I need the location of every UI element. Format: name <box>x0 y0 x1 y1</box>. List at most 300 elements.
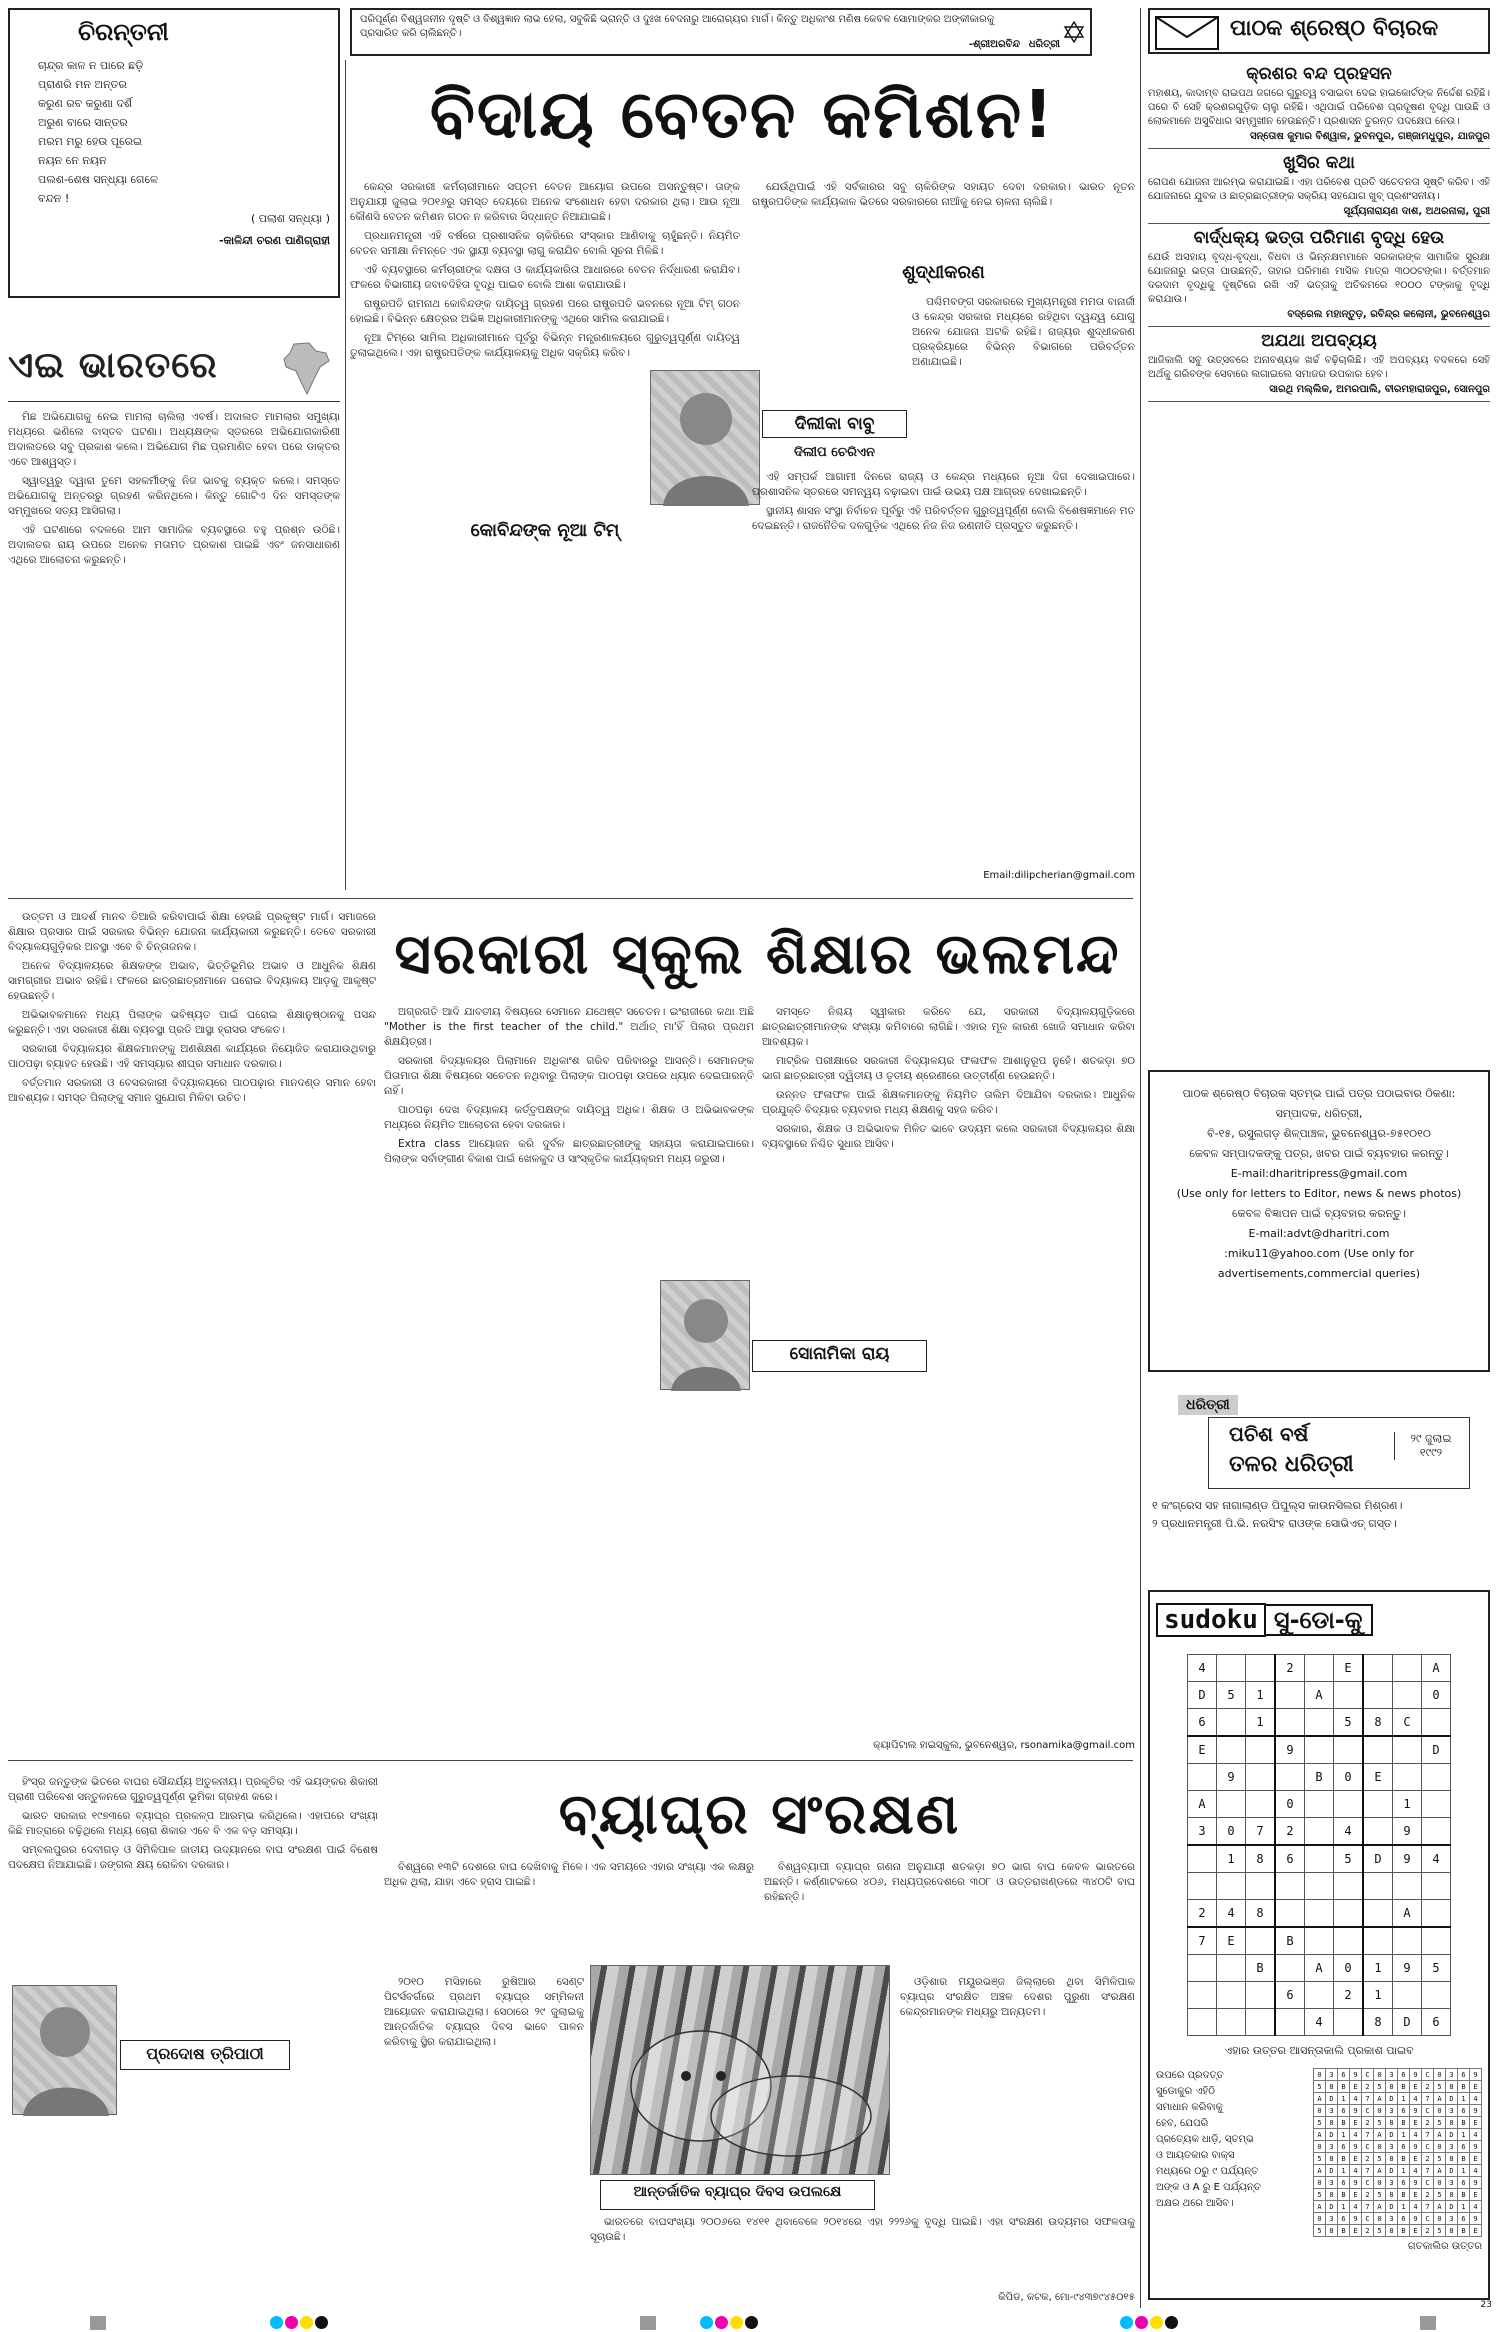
article-three-col-bottom <box>590 2215 1135 2285</box>
sudoku-cell[interactable]: 5 <box>1217 1682 1246 1709</box>
answer-cell: 4 <box>1410 2201 1422 2213</box>
sudoku-cell[interactable]: 2 <box>1275 1655 1305 1682</box>
sudoku-cell[interactable] <box>1334 1873 1364 1900</box>
answer-cell: 3 <box>1386 2177 1398 2189</box>
sudoku-cell[interactable]: 8 <box>1363 2009 1393 2036</box>
letter-body: ଯେଉଁ ଅସହାୟ ବୃଦ୍ଧ-ବୃଦ୍ଧା, ବିଧବା ଓ ଭିନ୍ନକ୍ଷମମାନେ ସରକାରଙ୍କ ସାମାଜିକ ସୁରକ୍ଷା ଯୋଜନାରୁ ଭତ୍ତା ପାଉଛନ୍ତି, ତାହାର ପରିମାଣ ମାସିକ ମାତ୍ର ୩୦୦ଟଙ୍କା। ବର୍ତ୍ତମାନ ଦରଦାମ ବୃଦ୍ଧିକୁ ଦୃଷ୍ଟିରେ ରଖି ଏହି ଭତ୍ତାକୁ ଅତିକମରେ ୧୦୦୦ ଟଙ୍କାକୁ ବୃଦ୍ଧି କରାଯାଉ। <box>1148 252 1490 305</box>
answer-cell: B <box>1458 2117 1470 2129</box>
sudoku-cell[interactable]: 1 <box>1217 1845 1246 1873</box>
sudoku-cell[interactable]: A <box>1393 1900 1422 1928</box>
sudoku-clue-line: ଉପରେ ପ୍ରଦତ୍ତ <box>1156 2070 1224 2081</box>
sudoku-cell[interactable] <box>1422 1927 1451 1955</box>
contact-lines <box>1160 1084 1478 1284</box>
answer-cell: 0 <box>1374 2105 1386 2117</box>
sudoku-cell[interactable] <box>1246 1927 1276 1955</box>
sudoku-cell[interactable] <box>1188 1873 1217 1900</box>
sudoku-cell[interactable] <box>1246 2009 1276 2036</box>
sudoku-cell[interactable]: 5 <box>1334 1709 1364 1737</box>
answer-cell: 1 <box>1458 2165 1470 2177</box>
sudoku-cell[interactable]: 9 <box>1275 1736 1305 1764</box>
answer-cell: 2 <box>1422 2117 1434 2129</box>
sudoku-cell[interactable] <box>1275 1682 1305 1709</box>
answer-cell: E <box>1350 2081 1362 2093</box>
answer-cell: 1 <box>1398 2129 1410 2141</box>
poem-line: ଅରୁଣ ବାରେ ସାନ୍ତର <box>38 116 128 129</box>
sudoku-cell[interactable]: A <box>1422 1655 1451 1682</box>
sudoku-clue-line: ହେବ, ଯେପରି <box>1156 2118 1209 2129</box>
sudoku-cell[interactable] <box>1334 1682 1364 1709</box>
answer-cell: D <box>1446 2093 1458 2105</box>
answer-cell: 1 <box>1398 2093 1410 2105</box>
quote-text: ପରିପୂର୍ଣ୍ଣ ବିଶ୍ୱଜନୀନ ଦୃଷ୍ଟି ଓ ବିଶ୍ୱଜ୍ଞାନ ଲାଭ ହେଲା, ସବୁକିଛି ଭ୍ରାନ୍ତି ଓ ଦୁଃଖ ବେଦନାରୁ ଆରୋଗ୍ୟର ମାର୍ଗ। କିନ୍ତୁ ଅଧିକାଂଶ ମଣିଷ କେବଳ ସୋମାଙ୍କର ଅଙ୍କୀକାରକୁ ପ୍ରସାରିତ କରି ଚାଲିଛନ୍ତି। <box>360 14 995 39</box>
sudoku-cell[interactable] <box>1363 1873 1393 1900</box>
answer-cell: 2 <box>1422 2153 1434 2165</box>
page-number: 23 <box>1480 2300 1492 2310</box>
answer-cell: C <box>1422 2141 1434 2153</box>
sudoku-cell[interactable]: 2 <box>1188 1900 1217 1928</box>
sudoku-cell[interactable] <box>1217 1955 1246 1982</box>
article-two-paragraph: ସରକାର, ଶିକ୍ଷକ ଓ ଅଭିଭାବକ ମିଳିତ ଭାବେ ଉଦ୍ୟମ କଲେ ସରକାରୀ ବିଦ୍ୟାଳୟର ଶିକ୍ଷା ବ୍ୟବସ୍ଥାରେ ନିଶ୍ଚିତ ସୁଧାର ଆସିବ। <box>762 1123 1135 1150</box>
sudoku-cell[interactable] <box>1363 1927 1393 1955</box>
sudoku-cell[interactable] <box>1393 1982 1422 2009</box>
sudoku-cell[interactable]: 1 <box>1246 1709 1276 1737</box>
sudoku-cell[interactable] <box>1422 1818 1451 1846</box>
answer-cell: 2 <box>1362 2153 1374 2165</box>
sudoku-cell[interactable] <box>1217 2009 1246 2036</box>
letter-title: କ୍ରଶର ବନ୍ଦ ପ୍ରହସନ <box>1246 64 1392 84</box>
sudoku-cell[interactable] <box>1422 1873 1451 1900</box>
sudoku-cell[interactable] <box>1305 1927 1334 1955</box>
sudoku-cell[interactable]: 6 <box>1275 1845 1305 1873</box>
sudoku-cell[interactable]: A <box>1305 1955 1334 1982</box>
article-two-paragraph: ଅଗ୍ରଗତି ଆଦି ଯାବତୀୟ ବିଷୟରେ ସେମାନେ ଯଥେଷ୍ଟ ସଚେତନ। ଇଂରାଜୀରେ କଥା ଅଛି "Mother is the first teacher of the child." ଅର୍ଥାତ୍ ମା'ହିଁ ପିଲାର ପ୍ରଥମ ଶିକ୍ଷୟିତ୍ରୀ। <box>384 1006 754 1048</box>
sudoku-cell[interactable]: D <box>1393 2009 1422 2036</box>
sudoku-cell[interactable]: 6 <box>1422 2009 1451 2036</box>
answer-cell: A <box>1374 2129 1386 2141</box>
answer-cell: 4 <box>1350 2093 1362 2105</box>
sudoku-cell[interactable] <box>1246 1791 1276 1818</box>
letter-title: ଖୁସିର କଥା <box>1283 153 1355 173</box>
author-label-sonamika: ସୋନାମିକା ରାୟ <box>752 1340 927 1372</box>
answer-cell: A <box>1434 2165 1446 2177</box>
author-label-pradosh: ପ୍ରଦୋଷ ତ୍ରିପାଠୀ <box>120 2040 290 2070</box>
sudoku-cell[interactable]: B <box>1275 1927 1305 1955</box>
sudoku-cell[interactable]: 4 <box>1217 1900 1246 1928</box>
sudoku-cell[interactable]: 9 <box>1393 1818 1422 1846</box>
answer-cell: C <box>1362 2213 1374 2225</box>
sudoku-cell[interactable]: 2 <box>1334 1982 1364 2009</box>
sudoku-cell[interactable] <box>1305 1982 1334 2009</box>
contact-line: (Use only for letters to Editor, news & news photos) <box>1176 1187 1462 1200</box>
india-map-icon <box>274 339 334 399</box>
contact-line: କେବଳ ସମ୍ପାଦକଙ୍କୁ ପତ୍ର, ଖବର ପାଇଁ ବ୍ୟବହାର କରନ୍ତୁ। <box>1189 1147 1449 1160</box>
sudoku-cell[interactable]: D <box>1422 1736 1451 1764</box>
article-one-subhead-2: ଶୁଦ୍ଧୀକରଣ <box>902 262 985 283</box>
sudoku-cell[interactable] <box>1305 1845 1334 1873</box>
answer-cell: 7 <box>1362 2201 1374 2213</box>
article-one-title: ବିଦାୟ ବେତନ କମିଶନ! <box>429 76 1056 153</box>
sudoku-cell[interactable] <box>1334 1927 1364 1955</box>
answer-cell: 7 <box>1422 2201 1434 2213</box>
person-icon <box>651 371 761 506</box>
sudoku-cell[interactable]: D <box>1188 1682 1217 1709</box>
answer-cell: 5 <box>1314 2225 1326 2237</box>
sudoku-cell[interactable] <box>1393 1873 1422 1900</box>
letters-header-text: ପାଠକ ଶ୍ରେଷ୍ଠ ବିଚାରକ <box>1230 16 1439 41</box>
sudoku-cell[interactable] <box>1363 1682 1393 1709</box>
contact-line: ସମ୍ପାଦକ, ଧରିତ୍ରୀ, <box>1275 1107 1363 1120</box>
article-one-paragraph: ଯେଉଁଥିପାଇଁ ଏହି ସର୍ବକାରର ସବୁ ଚାକିରିଙ୍କ ସହାୟତ ଦେବା ଦରକାର। ଭାରତ ନୂତନ ରାଷ୍ଟ୍ରପତିଙ୍କ କାର୍ଯ୍ୟକାଳ ଭିତରେ ସରକାରରେ ନାଆଁକୁ ନେଇ ଚାଳନା ଚାଲିଛି। <box>752 181 1135 208</box>
sudoku-cell[interactable] <box>1275 1873 1305 1900</box>
sudoku-cell[interactable] <box>1305 1900 1334 1928</box>
sudoku-cell[interactable] <box>1393 1682 1422 1709</box>
sudoku-cell[interactable]: 0 <box>1334 1764 1364 1791</box>
sudoku-cell[interactable] <box>1188 1845 1217 1873</box>
sudoku-cell[interactable] <box>1422 1764 1451 1791</box>
answer-cell: 2 <box>1422 2225 1434 2237</box>
author-photo-dilip <box>650 370 760 505</box>
sudoku-cell[interactable] <box>1363 1818 1393 1846</box>
sudoku-cell[interactable]: A <box>1305 1682 1334 1709</box>
sudoku-cell[interactable] <box>1393 1764 1422 1791</box>
article-one-col2 <box>752 180 1135 260</box>
sudoku-cell[interactable] <box>1188 1764 1217 1791</box>
article-two-paragraph: ସମସ୍ତେ ନିଶ୍ଚୟ ସ୍ୱୀକାର କରିବେ ଯେ, ସରକାରୀ ବିଦ୍ୟାଳୟଗୁଡ଼ିକରେ ଛାତ୍ରଛାତ୍ରୀମାନଙ୍କ ସଂଖ୍ୟା କମିବାରେ ଲାଗିଛି। ଏହାର ମୂଳ କାରଣ ଖୋଜି ସମାଧାନ କରିବା ଆବଶ୍ୟକ। <box>762 1006 1135 1048</box>
answer-cell: 8 <box>1326 2189 1338 2201</box>
sudoku-cell[interactable] <box>1363 1736 1393 1764</box>
feature-paragraph: ସ୍ୱାତ୍ୱରୁ ଦ୍ୱାରା ତୁମେ ସହକର୍ମୀଙ୍କୁ ନିଜ ଭାବକୁ ବ୍ୟକ୍ତ କଲେ। ସମସ୍ତେ ଅଭିଯୋଗକୁ ଅନ୍ତରରୁ ଗ୍ରହଣ କରିନଥିଲେ। କିନ୍ତୁ ଗୋଟିଏ ଦିନ ସମସ୍ତଙ୍କ ସମ୍ମୁଖରେ ସତ୍ୟ ଆସିଗଲା। <box>8 475 340 517</box>
answer-cell: 9 <box>1470 2213 1482 2225</box>
answer-cell: 1 <box>1398 2201 1410 2213</box>
article-one-paragraph: ରାଷ୍ଟ୍ରପତି ରାମନାଥ କୋବିନ୍ଦଙ୍କ ଦାୟିତ୍ୱ ଗ୍ରହଣ ପରେ ରାଷ୍ଟ୍ରପତି ଭବନରେ ନୂଆ ଟିମ୍ ଗଠନ ହୋଇଛି। ବିଭିନ୍ନ କ୍ଷେତ୍ରର ଅଭିଜ୍ଞ ଅଧିକାରୀମାନଙ୍କୁ ଏଥିରେ ସାମିଲ କରାଯାଇଛି। <box>350 298 740 325</box>
tiger-icon <box>591 1966 891 2176</box>
answer-cell: B <box>1338 2153 1350 2165</box>
answer-cell: 6 <box>1398 2141 1410 2153</box>
answer-cell: 6 <box>1458 2213 1470 2225</box>
answer-cell: E <box>1470 2117 1482 2129</box>
sudoku-cell[interactable]: 8 <box>1246 1845 1276 1873</box>
answer-cell: B <box>1398 2117 1410 2129</box>
answer-cell: B <box>1398 2225 1410 2237</box>
sudoku-cell[interactable] <box>1393 1736 1422 1764</box>
tiger-photo <box>590 1965 890 2175</box>
sudoku-cell[interactable]: 0 <box>1422 1682 1451 1709</box>
answer-cell: 8 <box>1446 2081 1458 2093</box>
sudoku-cell[interactable]: E <box>1188 1736 1217 1764</box>
answer-cell: 2 <box>1362 2189 1374 2201</box>
answer-cell: 9 <box>1470 2177 1482 2189</box>
article-two-paragraph: Extra class ଆୟୋଜନ କରି ଦୁର୍ବଳ ଛାତ୍ରଛାତ୍ରୀଙ୍କୁ ସହାୟତା କରାଯାଇପାରେ। ପିଲାଙ୍କ ସର୍ବାଙ୍ଗୀଣ ବିକାଶ ପାଇଁ ଖେଳକୁଦ ଓ ସାଂସ୍କୃତିକ କାର୍ଯ୍ୟକ୍ରମ ମଧ୍ୟ ଜରୁରୀ। <box>384 1138 754 1165</box>
contact-line: ବି-୧୫, ରସୁଲଗଡ଼ ଶିଳ୍ପାଞ୍ଚଳ, ଭୁବନେଶ୍ୱର-୭୫୧୦୧୦ <box>1207 1127 1431 1140</box>
sudoku-cell[interactable] <box>1275 1709 1305 1737</box>
answer-cell: 8 <box>1386 2117 1398 2129</box>
answer-cell: 0 <box>1434 2213 1446 2225</box>
poem-box <box>8 8 340 298</box>
history-title-1: ପଚିଶ ବର୍ଷ <box>1229 1422 1309 1446</box>
article-two-paragraph: ସରକାରୀ ବିଦ୍ୟାଳୟର ଶିକ୍ଷକମାନଙ୍କୁ ଅଣଶିକ୍ଷଣ କାର୍ଯ୍ୟରେ ନିୟୋଜିତ କରାଯାଉଥିବାରୁ ପାଠପଢ଼ା ବ୍ୟାହତ ହେଉଛି। ଏହି ସମସ୍ୟାର ଶୀଘ୍ର ସମାଧାନ ଦରକାର। <box>8 1043 376 1070</box>
sudoku-cell[interactable] <box>1246 1764 1276 1791</box>
answer-cell: 6 <box>1338 2213 1350 2225</box>
answer-cell: E <box>1470 2225 1482 2237</box>
answer-cell: 6 <box>1398 2213 1410 2225</box>
sudoku-cell[interactable] <box>1305 1736 1334 1764</box>
answer-cell: 3 <box>1326 2105 1338 2117</box>
sudoku-cell[interactable] <box>1305 1709 1334 1737</box>
sudoku-clue-line: ଅଙ୍କ ଓ A ରୁ E ପର୍ଯ୍ୟନ୍ତ <box>1156 2182 1261 2193</box>
sudoku-cell[interactable] <box>1334 2009 1364 2036</box>
article-one-paragraph: ଏହି ବ୍ୟବସ୍ଥାରେ କର୍ମଚାରୀଙ୍କ ଦକ୍ଷତା ଓ କାର୍ଯ୍ୟକାରିତା ଆଧାରରେ ବେତନ ନିର୍ଦ୍ଧାରଣ କରାଯିବ। ଫଳରେ ବିଭାଗୀୟ ଜବାବଦିହିତା ବୃଦ୍ଧି ପାଇବ ବୋଲି ଆଶା କରାଯାଉଛି। <box>350 264 740 291</box>
sudoku-cell[interactable]: 3 <box>1188 1818 1217 1846</box>
sudoku-cell[interactable] <box>1188 1982 1217 2009</box>
sudoku-cell[interactable]: 6 <box>1188 1709 1217 1737</box>
sudoku-cell[interactable]: 9 <box>1217 1764 1246 1791</box>
sudoku-cell[interactable] <box>1188 2009 1217 2036</box>
sudoku-cell[interactable] <box>1422 1982 1451 2009</box>
answer-cell: 3 <box>1446 2105 1458 2117</box>
answer-cell: C <box>1362 2069 1374 2081</box>
answer-cell: E <box>1470 2081 1482 2093</box>
letter-signature: ସନ୍ତୋଷ କୁମାର ବିଶ୍ୱାଳ, ଭୁବନପୁର, ଗଞ୍ଜାମଧୁପୁର, ଯାଜପୁର <box>1250 131 1490 142</box>
answer-cell: 0 <box>1434 2069 1446 2081</box>
contact-line: E-mail:advt@dharitri.com <box>1248 1227 1390 1240</box>
answer-cell: 2 <box>1422 2189 1434 2201</box>
answer-cell: 7 <box>1362 2129 1374 2141</box>
sudoku-cell[interactable] <box>1217 1655 1246 1682</box>
sudoku-cell[interactable]: 0 <box>1275 1791 1305 1818</box>
answer-cell: D <box>1446 2165 1458 2177</box>
sudoku-cell[interactable]: E <box>1363 1764 1393 1791</box>
answer-cell: 5 <box>1314 2117 1326 2129</box>
sudoku-cell[interactable] <box>1305 1873 1334 1900</box>
article-two-paragraph: ଉତ୍ତମ ଓ ଆଦର୍ଶ ମାନବ ତିଆରି କରିବାପାଇଁ ଶିକ୍ଷା ହେଉଛି ପ୍ରକୃଷ୍ଟ ମାର୍ଗ। ସମାଜରେ ଶିକ୍ଷାର ପ୍ରସାର ପାଇଁ ସରକାର ବିଭିନ୍ନ ଯୋଜନା କାର୍ଯ୍ୟକାରୀ କରୁଛନ୍ତି। ତେବେ ସରକାରୀ ବିଦ୍ୟାଳୟଗୁଡ଼ିକର ଅବସ୍ଥା ଏବେ ବି ଚିନ୍ତାଜନକ। <box>8 911 376 953</box>
answer-cell: C <box>1362 2177 1374 2189</box>
history-item: ୧ କଂଗ୍ରେସ ସହ ନାଗାଲାଣ୍ଡ ପିପୁଲ୍ସ କାଉନସିଲର ମିଶ୍ରଣ। <box>1152 1499 1403 1512</box>
letter-title: ଅଯଥା ଅପବ୍ୟୟ <box>1261 331 1377 351</box>
answer-cell: B <box>1398 2081 1410 2093</box>
answer-cell: 5 <box>1314 2153 1326 2165</box>
answer-cell: C <box>1422 2105 1434 2117</box>
article-three-paragraph: ବିଶ୍ୱବ୍ୟାପୀ ବ୍ୟାଘ୍ର ଗଣନା ଅନୁଯାୟୀ ଶତକଡ଼ା ୭୦ ଭାଗ ବାଘ କେବଳ ଭାରତରେ ଅଛନ୍ତି। କର୍ଣ୍ଣାଟକରେ ୪୦୬, ମଧ୍ୟପ୍ରଦେଶରେ ୩୦୮ ଓ ଉତ୍ତରାଖଣ୍ଡରେ ୩୪୦ଟି ବାଘ ରହିଛନ୍ତି। <box>764 1861 1135 1903</box>
answer-cell: 5 <box>1434 2081 1446 2093</box>
sudoku-cell[interactable]: B <box>1246 1955 1276 1982</box>
answer-cell: D <box>1326 2165 1338 2177</box>
sudoku-cell[interactable] <box>1393 1927 1422 1955</box>
answer-cell: 6 <box>1458 2177 1470 2189</box>
answer-cell: 0 <box>1374 2213 1386 2225</box>
sudoku-cell[interactable]: 5 <box>1334 1845 1364 1873</box>
answer-cell: 3 <box>1446 2069 1458 2081</box>
sudoku-clue-line: ସୁଡୋକୁର ଏହିଠି <box>1156 2086 1215 2097</box>
article-three-paragraph: ୨୦୧୦ ମସିହାରେ ରୁଷିଆର ସେଣ୍ଟ ପିଟର୍ସବର୍ଗରେ ପ୍ରଥମ ବ୍ୟାଘ୍ର ସମ୍ମିଳନୀ ଆୟୋଜନ କରାଯାଇଥିଲା। ସେଠାରେ ୨୯ ଜୁଲାଇକୁ ଆନ୍ତର୍ଜାତିକ ବ୍ୟାଘ୍ର ଦିବସ ଭାବେ ପାଳନ କରିବାକୁ ସ୍ଥିର କରାଯାଇଥିଲା। <box>384 1976 584 2048</box>
sudoku-cell[interactable] <box>1305 1791 1334 1818</box>
answer-cell: 8 <box>1446 2153 1458 2165</box>
answer-cell: 5 <box>1314 2189 1326 2201</box>
sudoku-cell[interactable] <box>1275 1764 1305 1791</box>
feature-body <box>8 410 340 890</box>
article-two-paragraph: ସରକାରୀ ବିଦ୍ୟାଳୟର ପିଲାମାନେ ଅଧିକାଂଶ ଗରିବ ପରିବାରରୁ ଆସନ୍ତି। ସେମାନଙ୍କ ପିତାମାତା ଶିକ୍ଷା ବିଷୟରେ ସଚେତନ ନଥିବାରୁ ପିଲାଙ୍କ ପାଠପଢ଼ା ଉପରେ ଧ୍ୟାନ ଦେଇପାରନ୍ତି ନାହିଁ। <box>384 1055 754 1097</box>
answer-cell: E <box>1350 2225 1362 2237</box>
answer-cell: E <box>1410 2225 1422 2237</box>
sudoku-cell[interactable]: 9 <box>1393 1955 1422 1982</box>
answer-cell: 2 <box>1362 2081 1374 2093</box>
article-two-paragraph: ଉନ୍ନତ ଫଳାଫଳ ପାଇଁ ଶିକ୍ଷକମାନଙ୍କୁ ନିୟମିତ ତାଲିମ ଦିଆଯିବା ଦରକାର। ଆଧୁନିକ ପ୍ରଯୁକ୍ତି ବିଦ୍ୟାର ବ୍ୟବହାର ମଧ୍ୟ ଶିକ୍ଷଣକୁ ସହଜ କରିବ। <box>762 1089 1135 1116</box>
article-one-paragraph: ପଶ୍ଚିମବଙ୍ଗ ସରକାରରେ ମୁଖ୍ୟମନ୍ତ୍ରୀ ମମତା ବାନାର୍ଜୀ ଓ କେନ୍ଦ୍ର ସରକାର ମଧ୍ୟରେ ରହିଥିବା ଦ୍ୱନ୍ଦ୍ୱ ଯୋଗୁ ଅନେକ ଯୋଜନା ଅଟକି ରହିଛି। ରାଜ୍ୟର ଶୁଦ୍ଧୀକରଣ ପ୍ରକ୍ରିୟାରେ ବିଭିନ୍ନ ବିଭାଗରେ ପରିବର୍ତ୍ତନ ଅଣାଯାଇଛି। <box>912 296 1135 368</box>
answer-cell: 8 <box>1386 2081 1398 2093</box>
answer-cell: 9 <box>1470 2105 1482 2117</box>
sudoku-cell[interactable] <box>1217 1873 1246 1900</box>
answer-cell: 0 <box>1314 2105 1326 2117</box>
sudoku-cell[interactable]: D <box>1363 1845 1393 1873</box>
answer-cell: E <box>1470 2189 1482 2201</box>
article-two-paragraph: ପାଠପଢ଼ା ଦେଖ ବିଦ୍ୟାଳୟ କର୍ତ୍ତୃପକ୍ଷଙ୍କ ଦାୟିତ୍ୱ ଅଧିକ। ଶିକ୍ଷକ ଓ ଅଭିଭାବକଙ୍କ ମଧ୍ୟରେ ନିୟମିତ ଆଲୋଚନା ହେବା ଦରକାର। <box>384 1104 754 1131</box>
sudoku-cell[interactable]: 2 <box>1275 1818 1305 1846</box>
sudoku-cell[interactable] <box>1246 1982 1276 2009</box>
sudoku-cell[interactable] <box>1305 1818 1334 1846</box>
sudoku-cell[interactable] <box>1217 1791 1246 1818</box>
answer-cell: 7 <box>1362 2165 1374 2177</box>
answer-cell: 8 <box>1386 2225 1398 2237</box>
answer-cell: 2 <box>1422 2081 1434 2093</box>
sudoku-cell[interactable]: C <box>1393 1709 1422 1737</box>
sudoku-cell[interactable] <box>1363 1655 1393 1682</box>
answer-cell: A <box>1314 2165 1326 2177</box>
sudoku-cell[interactable] <box>1422 1709 1451 1737</box>
sudoku-cell[interactable]: 1 <box>1363 1982 1393 2009</box>
sudoku-cell[interactable]: 8 <box>1246 1900 1276 1928</box>
answer-cell: 0 <box>1374 2141 1386 2153</box>
sudoku-cell[interactable]: 0 <box>1217 1818 1246 1846</box>
article-three-paragraph: ଭାରତ ସରକାର ୧୯୭୩ରେ ବ୍ୟାଘ୍ର ପ୍ରକଳ୍ପ ଆରମ୍ଭ କରିଥିଲେ। ଏହାପରେ ସଂଖ୍ୟା କିଛି ମାତ୍ରାରେ ବଢ଼ିଥିଲେ ମଧ୍ୟ ଚୋରା ଶିକାର ଏବେ ବି ଏକ ବଡ଼ ସମସ୍ୟା। <box>8 1810 378 1837</box>
letter-divider <box>1148 401 1490 402</box>
sudoku-cell[interactable]: B <box>1305 1764 1334 1791</box>
history-title-2: ତଳର ଧରିତ୍ରୀ <box>1229 1452 1354 1477</box>
sudoku-cell[interactable] <box>1217 1709 1246 1737</box>
author-label-dilip: ଦିଲୀକା ବାବୁ <box>762 410 907 438</box>
feature-paragraph: ମିଛ ଅଭିଯୋଗକୁ ନେଇ ମାମଲା ଚାଲିଲା ଏବର୍ଷ। ଅଦାଲତ ମାମଲାର ସମୁଖ୍ୟା ମଧ୍ୟରେ ଭଣିଲେ ବାସ୍ତବ ଘଟଣା। ଅଧ୍ୟକ୍ଷଙ୍କ ସ୍ତରରେ ଅଭିଯୋଗକାରିଣୀ ଅଦାଲତରେ ସବୁ ପ୍ରକାଶ କଲେ। ଅଭିଯୋଗ ମିଛ ପ୍ରମାଣିତ ହେବା ପରେ ଡାକ୍ତର ଏବେ ଆଶ୍ୱସ୍ତ। <box>8 411 340 468</box>
sudoku-cell[interactable] <box>1246 1873 1276 1900</box>
sudoku-cell[interactable] <box>1422 1900 1451 1928</box>
sudoku-cell[interactable]: 4 <box>1188 1655 1217 1682</box>
sudoku-cell[interactable] <box>1188 1955 1217 1982</box>
answer-cell: C <box>1362 2141 1374 2153</box>
letter-divider <box>1148 326 1490 327</box>
sudoku-cell[interactable] <box>1275 2009 1305 2036</box>
answer-cell: 4 <box>1350 2201 1362 2213</box>
poem-line: ବନ୍ଦନ ! <box>38 192 70 205</box>
sudoku-cell[interactable]: 0 <box>1334 1955 1364 1982</box>
article-three-col3 <box>764 1860 1135 1970</box>
sudoku-cell[interactable] <box>1422 1791 1451 1818</box>
article-two-paragraph: ବର୍ତ୍ତମାନ ସରକାରୀ ଓ ବେସରକାରୀ ବିଦ୍ୟାଳୟରେ ପାଠପଢ଼ାର ମାନଦଣ୍ଡ ସମାନ ହେବା ଆବଶ୍ୟକ। ସମସ୍ତ ପିଲାଙ୍କୁ ସମାନ ସୁଯୋଗ ମିଳିବା ଉଚିତ। <box>8 1077 376 1104</box>
sudoku-cell[interactable]: 8 <box>1363 1709 1393 1737</box>
sudoku-cell[interactable] <box>1246 1736 1276 1764</box>
sudoku-cell[interactable]: 7 <box>1246 1818 1276 1846</box>
answer-cell: E <box>1350 2189 1362 2201</box>
answer-cell: B <box>1338 2225 1350 2237</box>
answer-cell: 9 <box>1350 2069 1362 2081</box>
answer-cell: 6 <box>1338 2105 1350 2117</box>
answer-cell: C <box>1362 2105 1374 2117</box>
sudoku-cell[interactable]: 7 <box>1188 1927 1217 1955</box>
sudoku-cell[interactable] <box>1275 1955 1305 1982</box>
article-three-paragraph: ଭାରତରେ ବାଘସଂଖ୍ୟା ୨୦୦୬ରେ ୧୪୧୧ ଥିବାବେଳେ ୨୦୧୪ରେ ଏହା ୨୨୨୬କୁ ବୃଦ୍ଧି ପାଇଛି। ଏହା ସଂରକ୍ଷଣ ଉଦ୍ୟମର ସଫଳତାକୁ ସୂଚାଉଛି। <box>590 2216 1135 2243</box>
answer-cell: A <box>1374 2165 1386 2177</box>
answer-cell: 8 <box>1446 2117 1458 2129</box>
contact-box <box>1148 1070 1490 1372</box>
person-icon <box>661 1281 751 1391</box>
answer-cell: A <box>1314 2093 1326 2105</box>
sudoku-cell[interactable] <box>1334 1736 1364 1764</box>
star-of-david-icon <box>1062 20 1086 44</box>
answer-cell: 9 <box>1410 2177 1422 2189</box>
sudoku-cell[interactable]: E <box>1217 1927 1246 1955</box>
answer-cell: 6 <box>1338 2069 1350 2081</box>
answer-cell: 2 <box>1362 2117 1374 2129</box>
sudoku-cell[interactable] <box>1363 1791 1393 1818</box>
sudoku-cell[interactable] <box>1305 1655 1334 1682</box>
article-one-subhead-1: କୋବିନ୍ଦଙ୍କ ନୂଆ ଟିମ୍ <box>470 520 620 541</box>
answer-cell: 0 <box>1314 2213 1326 2225</box>
author-photo-sonamika <box>660 1280 750 1390</box>
sudoku-cell[interactable] <box>1217 1982 1246 2009</box>
letter-divider <box>1148 148 1490 149</box>
answer-cell: 5 <box>1314 2081 1326 2093</box>
sudoku-cell[interactable] <box>1217 1736 1246 1764</box>
sudoku-clue-line: ମଧ୍ୟରେ ୦ରୁ ୯ ପର୍ଯ୍ୟନ୍ତ <box>1156 2166 1259 2177</box>
sudoku-cell[interactable] <box>1363 1900 1393 1928</box>
answer-cell: 8 <box>1326 2081 1338 2093</box>
sudoku-cell[interactable] <box>1275 1900 1305 1928</box>
sudoku-cell[interactable] <box>1246 1655 1276 1682</box>
sudoku-cell[interactable]: 4 <box>1422 1845 1451 1873</box>
sudoku-clue-line: ପ୍ରତ୍ୟେକ ଧାଡ଼ି, ସ୍ତମ୍ଭ <box>1156 2134 1254 2145</box>
answer-cell: 9 <box>1350 2141 1362 2153</box>
sudoku-cell[interactable]: 1 <box>1393 1791 1422 1818</box>
answer-cell: B <box>1338 2081 1350 2093</box>
answer-cell: 4 <box>1470 2201 1482 2213</box>
answer-cell: 6 <box>1458 2105 1470 2117</box>
answer-cell: 5 <box>1434 2189 1446 2201</box>
sudoku-cell[interactable]: E <box>1334 1655 1364 1682</box>
sudoku-cell[interactable]: 1 <box>1246 1682 1276 1709</box>
sudoku-cell[interactable]: 9 <box>1393 1845 1422 1873</box>
sudoku-cell[interactable]: 6 <box>1275 1982 1305 2009</box>
quote-author: -ଶ୍ରୀଅରବିନ୍ଦ <box>968 39 1020 50</box>
sudoku-cell[interactable]: 1 <box>1363 1955 1393 1982</box>
answer-cell: 3 <box>1326 2069 1338 2081</box>
sudoku-cell[interactable] <box>1334 1900 1364 1928</box>
letters-column <box>1148 60 1490 1060</box>
letter-signature: ସୂର୍ଯ୍ୟନାରାୟଣ ଦାଶ, ଅଥରନାଲା, ପୁରୀ <box>1343 206 1490 217</box>
answer-cell: 1 <box>1338 2093 1350 2105</box>
answer-cell: C <box>1422 2177 1434 2189</box>
answer-cell: 0 <box>1314 2141 1326 2153</box>
sudoku-cell[interactable]: 5 <box>1422 1955 1451 1982</box>
answer-cell: 0 <box>1374 2177 1386 2189</box>
answer-cell: 5 <box>1434 2153 1446 2165</box>
poem-line: ମରମ ମରୁ ହେଉ ପୂରେଇ <box>38 135 143 148</box>
answer-cell: 4 <box>1350 2165 1362 2177</box>
sudoku-cell[interactable]: 4 <box>1305 2009 1334 2036</box>
answer-cell: 3 <box>1386 2213 1398 2225</box>
sudoku-cell[interactable]: A <box>1188 1791 1217 1818</box>
sudoku-cell[interactable]: 4 <box>1334 1818 1364 1846</box>
answer-cell: C <box>1422 2069 1434 2081</box>
sudoku-cell[interactable] <box>1393 1655 1422 1682</box>
crossword-note: ଗତକାଲିର ଉତ୍ତର <box>1407 2241 1482 2252</box>
answer-cell: B <box>1338 2117 1350 2129</box>
sudoku-cell[interactable] <box>1334 1791 1364 1818</box>
